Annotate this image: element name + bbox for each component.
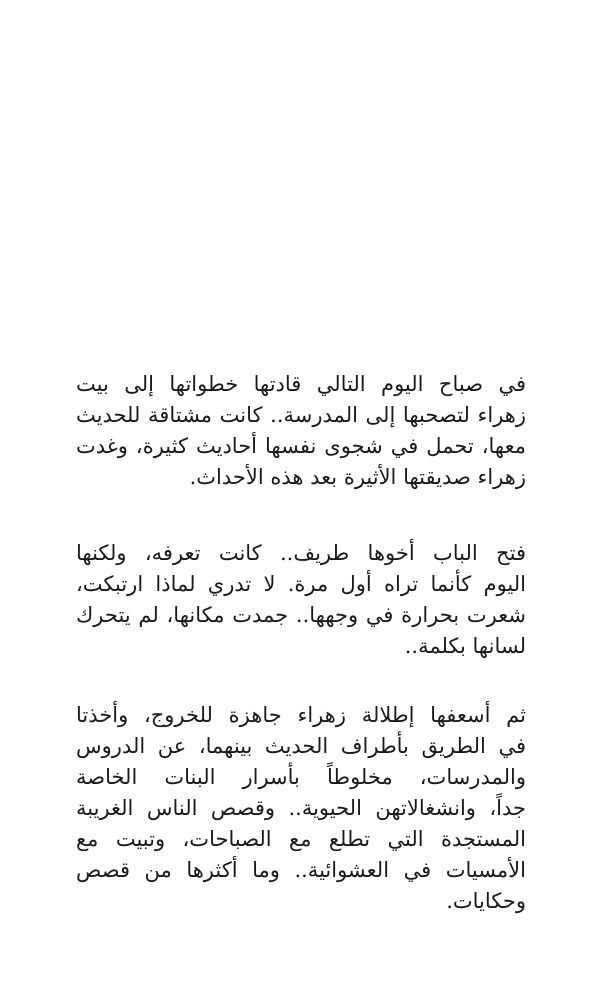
text-line: جداً، وانشغالاتهن الحيوية.. وقصص الناس الغريبة [76,796,526,820]
text-line: في الطريق بأطراف الحديث بينهما، عن الدروس [76,734,526,758]
paragraph-3 [76,700,526,917]
text-line: والمدرسات، مخلوطاً بأسرار البنات الخاصة [76,765,526,789]
text-line: في صباح اليوم التالي قادتها خطواتها إلى بيت [76,372,526,396]
text-line: وحكايات. [446,889,526,913]
paragraph-2 [76,538,526,662]
text-line: المستجدة التي تطلع مع الصباحات، وتبيت مع [76,827,526,851]
paragraph-1 [76,369,526,493]
text-line: فتح الباب أخوها طريف.. كانت تعرفه، ولكنها [76,541,526,565]
text-line: لسانها بكلمة.. [404,634,526,658]
text-line: ثم أسعفها إطلالة زهراء جاهزة للخروج، وأخذتا [76,703,526,727]
text-line: شعرت بحرارة في وجهها.. جمدت مكانها، لم يتحرك [76,603,526,627]
text-line: زهراء لتصحبها إلى المدرسة.. كانت مشتاقة للحديث [76,403,526,427]
text-line: زهراء صديقتها الأثيرة بعد هذه الأحداث. [189,465,526,489]
text-line: معها، تحمل في شجوى نفسها أحاديث كثيرة، وغدت [76,434,526,458]
text-line: اليوم كأنما تراه أول مرة. لا تدري لماذا ارتبكت، [76,572,526,596]
text-line: الأمسيات في العشوائية.. وما أكثرها من قصص [76,858,526,882]
